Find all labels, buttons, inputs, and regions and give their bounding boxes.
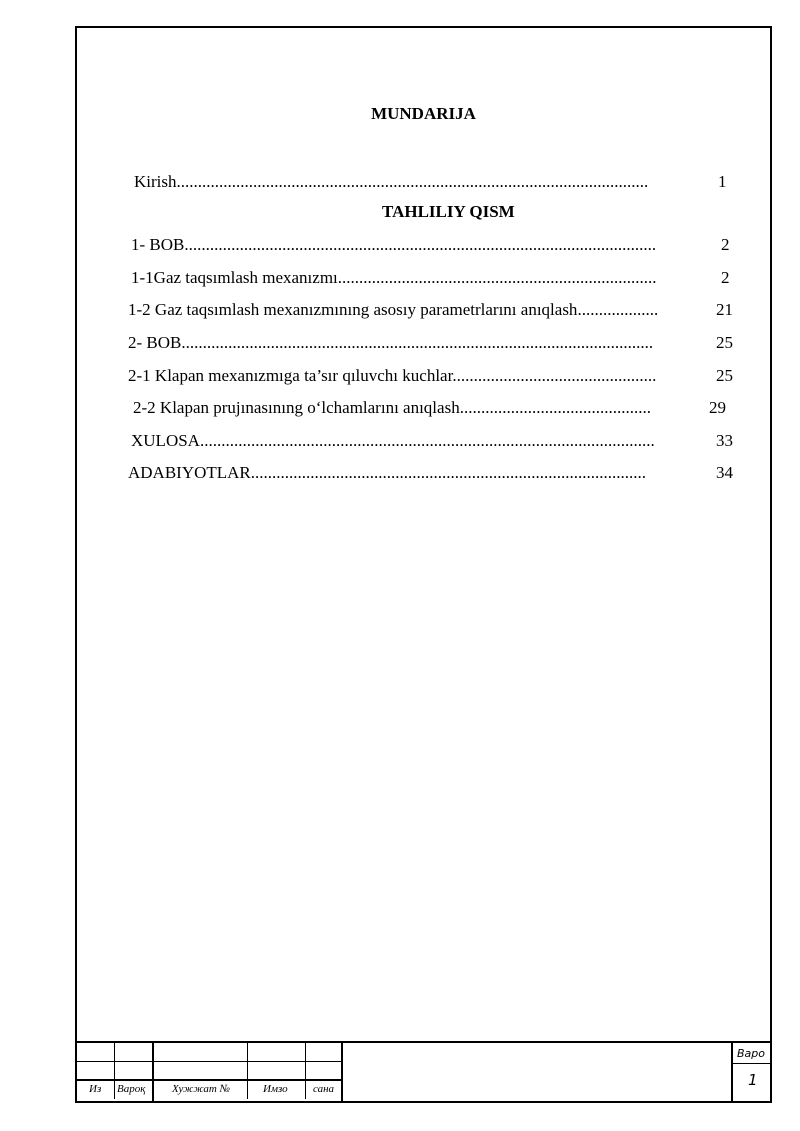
toc-entry-1-1 [131,268,721,288]
section-heading: TAHLILIY QISM [382,202,515,221]
toc-page-number: 29 [709,398,726,417]
toc-entry-xulosa [131,431,716,451]
toc-leader-dots: ............................................. [459,398,651,417]
stamp-col-sana: сана [313,1083,335,1095]
toc-leader-dots: ............................................................................................. [250,463,647,482]
toc-leader-dots: ............................................................................................................... [176,172,649,191]
toc-page-number: 2 [721,268,730,287]
toc-entry-text: 2-2 Klapan prujınasınıng o‘lchamlarını anıqlash [133,398,460,417]
toc-leader-dots: ............................................................................................................... [181,333,654,352]
toc-leader-dots: ................... [577,300,659,319]
toc-leader-dots: ................................................ [452,366,657,385]
toc-leader-dots: ........................................................................... [337,268,657,287]
toc-entry-text: 1-1Gaz taqsımlash mexanızmı [131,268,338,287]
toc-leader-dots: ............................................................................................................... [184,235,657,254]
toc-leader-dots: ........................................................................................................... [199,431,655,450]
stamp-col-hujjat: Хужжат № [172,1083,230,1095]
stamp-col-varoq: Вароқ [117,1083,146,1095]
toc-entry-text: ADABIYOTLAR [128,463,251,482]
toc-entry-1-bob [131,235,721,255]
toc-page-number: 25 [716,366,733,385]
toc-entry-2-bob [128,333,716,353]
toc-entry-text: 1-2 Gaz taqsımlash mexanızmınıng asosıy parametrlarını anıqlash [128,300,578,319]
toc-entry-kirish [134,172,728,192]
toc-page-number: 34 [716,463,733,482]
toc-page-number: 21 [716,300,733,319]
toc-entry-text: 2- BOB [128,333,182,352]
toc-page-number: 33 [716,431,733,450]
toc-entry-2-1 [128,366,716,386]
toc-entry-adabiyotlar [128,463,716,483]
toc-page-number: 1 [718,172,727,191]
toc-entry-text: Kirish [134,172,177,191]
toc-entry-2-2 [133,398,709,418]
sheet-label: Варо [737,1047,765,1060]
document-title: MUNDARIJA [371,104,476,123]
stamp-col-iz: Из [89,1083,102,1095]
toc-entry-text: XULOSA [131,431,200,450]
page-frame [75,26,772,1103]
toc-page-number: 25 [716,333,733,352]
sheet-number: 1 [748,1071,758,1089]
toc-page-number: 2 [721,235,730,254]
toc-entry-text: 2-1 Klapan mexanızmıga ta’sır qıluvchı kuchlar [128,366,453,385]
toc-entry-1-2 [128,300,716,320]
toc-entry-text: 1- BOB [131,235,185,254]
title-block-stamp [77,1041,770,1101]
stamp-col-imzo: Имзо [263,1083,288,1095]
